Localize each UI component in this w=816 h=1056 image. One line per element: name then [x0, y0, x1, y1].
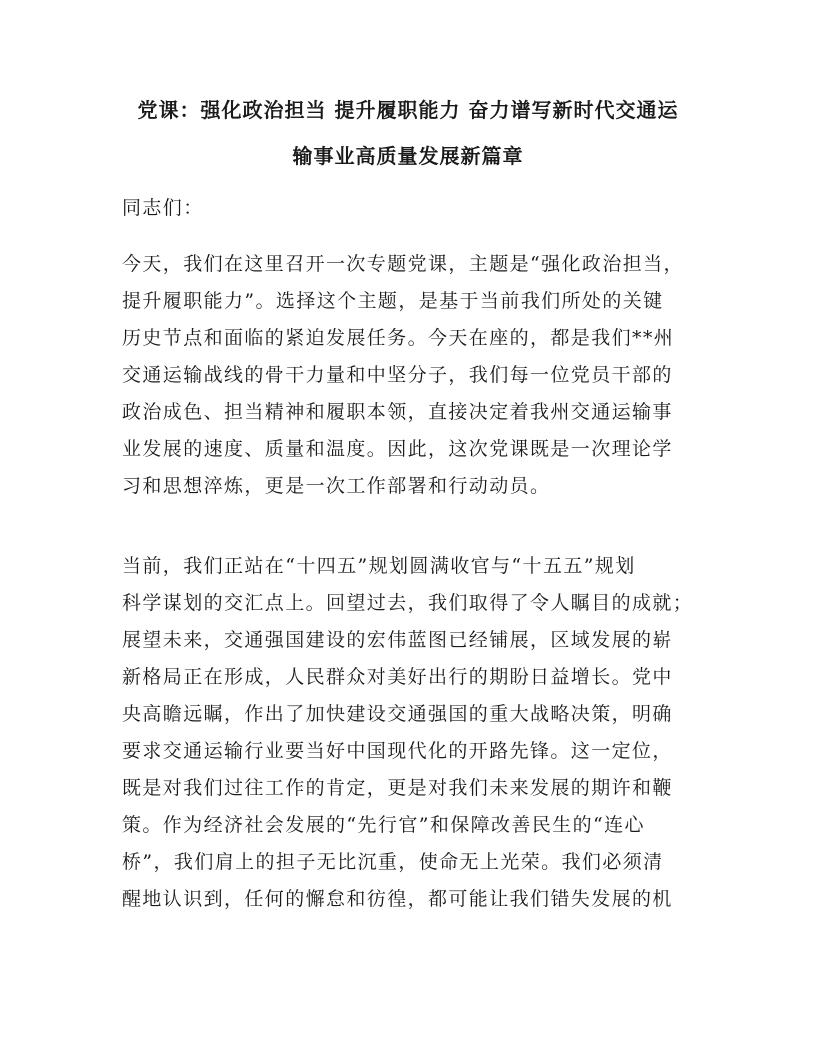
paragraph-2-line: 要求交通运输行业要当好中国现代化的开路先锋。这一定位， [122, 740, 673, 762]
paragraph-1-line: 政治成色、担当精神和履职本领，直接决定着我州交通运输事 [122, 401, 673, 423]
paragraph-1-line: 交通运输战线的骨干力量和中坚分子，我们每一位党员干部的 [122, 364, 673, 386]
paragraph-2-line: 央高瞻远瞩，作出了加快建设交通强国的重大战略决策，明确 [122, 703, 673, 725]
paragraph-1-line: 今天，我们在这里召开一次专题党课，主题是“强化政治担当， [122, 253, 684, 275]
paragraph-2-line: 新格局正在形成，人民群众对美好出行的期盼日益增长。党中 [122, 666, 673, 688]
paragraph-1-line: 业发展的速度、质量和温度。因此，这次党课既是一次理论学 [122, 438, 673, 460]
paragraph-2-line: 既是对我们过往工作的肯定，更是对我们未来发展的期许和鞭 [122, 777, 673, 799]
paragraph-2-line: 醒地认识到，任何的懈怠和彷徨，都可能让我们错失发展的机 [122, 888, 673, 910]
paragraph-1-line: 历史节点和面临的紧迫发展任务。今天在座的，都是我们**州 [122, 327, 675, 349]
paragraph-2-line: 策。作为经济社会发展的“先行官”和保障改善民生的“连心 [122, 814, 645, 836]
document-title-line-1: 党课：强化政治担当 提升履职能力 奋力谱写新时代交通运 [137, 98, 679, 122]
paragraph-1-line: 提升履职能力”。选择这个主题，是基于当前我们所处的关键 [122, 290, 664, 312]
paragraph-2-line: 展望未来，交通强国建设的宏伟蓝图已经铺展，区域发展的崭 [122, 629, 673, 651]
paragraph-2-line: 科学谋划的交汇点上。回望过去，我们取得了令人瞩目的成就； [122, 592, 694, 614]
paragraph-2-line: 桥”，我们肩上的担子无比沉重，使命无上光荣。我们必须清 [122, 851, 664, 873]
salutation: 同志们： [122, 197, 204, 219]
document-title-line-2: 输事业高质量发展新篇章 [292, 144, 524, 168]
paragraph-2-line: 当前，我们正站在“十四五”规划圆满收官与“十五五”规划 [122, 555, 636, 577]
paragraph-1-line: 习和思想淬炼，更是一次工作部署和行动动员。 [122, 475, 551, 497]
